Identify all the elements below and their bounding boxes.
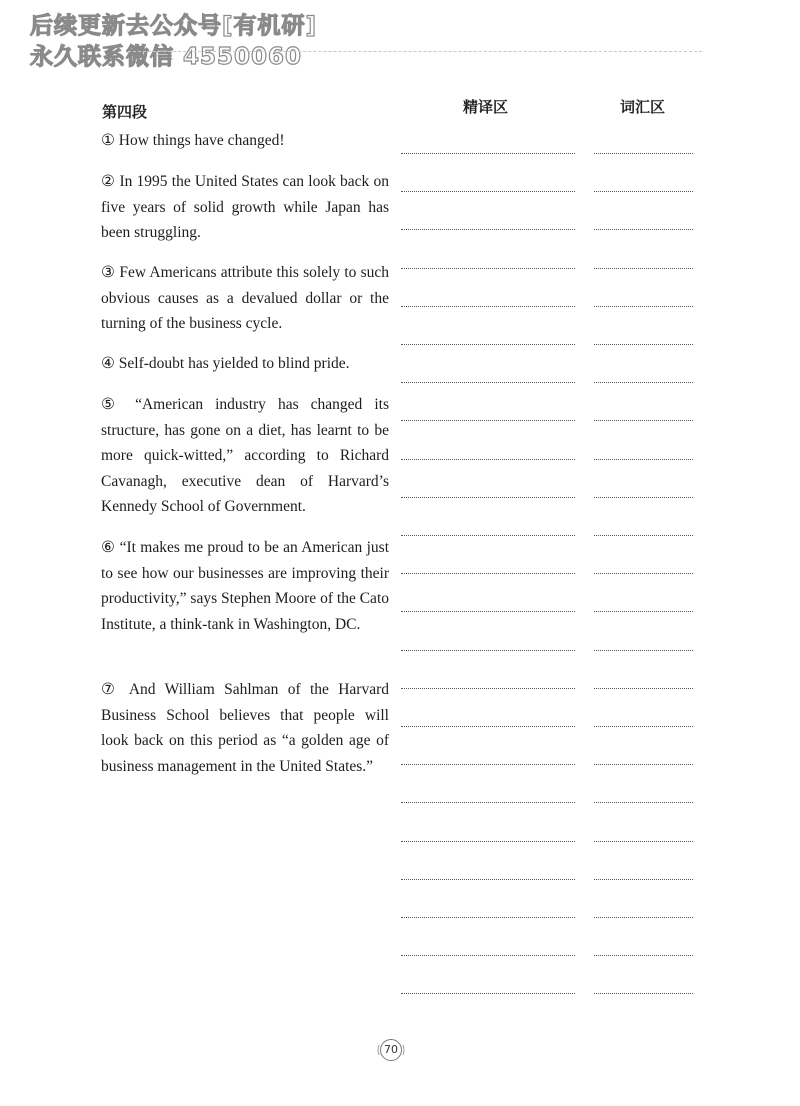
vocabulary-line xyxy=(594,955,693,956)
translation-line xyxy=(401,268,575,269)
translation-column-heading: 精译区 xyxy=(463,98,509,116)
translation-line xyxy=(401,420,575,421)
sentence-5: ⑤ “American industry has changed its structure, has gone on a diet, has learnt to be more quick-witted,” according to Richard Cavanagh, executive dean of Harvard’s Kennedy School of Government. xyxy=(101,396,389,515)
translation-line xyxy=(401,382,575,383)
translation-line xyxy=(401,955,575,956)
translation-line xyxy=(401,344,575,345)
translation-line xyxy=(401,917,575,918)
translation-line xyxy=(401,535,575,536)
vocabulary-line xyxy=(594,229,693,230)
vocabulary-line xyxy=(594,688,693,689)
vocabulary-line xyxy=(594,382,693,383)
translation-line xyxy=(401,726,575,727)
vocabulary-line xyxy=(594,306,693,307)
vocabulary-line xyxy=(594,879,693,880)
vocabulary-line xyxy=(594,611,693,612)
vocabulary-line xyxy=(594,344,693,345)
vocabulary-line xyxy=(594,535,693,536)
translation-line xyxy=(401,879,575,880)
translation-line xyxy=(401,650,575,651)
sentence-3: ③ Few Americans attribute this solely to such obvious causes as a devalued dollar or the turning of the business cycle. xyxy=(101,264,389,332)
vocabulary-line xyxy=(594,497,693,498)
translation-line xyxy=(401,459,575,460)
translation-line xyxy=(401,229,575,230)
translation-line xyxy=(401,497,575,498)
translation-line xyxy=(401,688,575,689)
watermark-line-2: 永久联系微信 4550060 xyxy=(30,44,303,70)
vocabulary-line xyxy=(594,459,693,460)
translation-line xyxy=(401,153,575,154)
watermark-line-1: 后续更新去公众号[有机研] xyxy=(30,13,318,39)
vocabulary-line xyxy=(594,917,693,918)
vocabulary-line xyxy=(594,573,693,574)
vocabulary-line xyxy=(594,841,693,842)
vocabulary-line xyxy=(594,726,693,727)
sentence-1: ① How things have changed! xyxy=(101,132,285,149)
translation-line xyxy=(401,841,575,842)
translation-line xyxy=(401,611,575,612)
sentence-6: ⑥ “It makes me proud to be an American just to see how our businesses are improving their productivity,” says Stephen Moore of the Cato Institute, a think-tank in Washington, DC. xyxy=(101,539,389,633)
translation-line xyxy=(401,573,575,574)
vocabulary-column-heading: 词汇区 xyxy=(620,98,666,116)
header-divider xyxy=(128,51,702,52)
vocabulary-line xyxy=(594,420,693,421)
translation-line xyxy=(401,764,575,765)
translation-line xyxy=(401,802,575,803)
page-number: 70 xyxy=(384,1043,398,1056)
sentence-2: ② In 1995 the United States can look back on five years of solid growth while Japan has been struggling. xyxy=(101,173,389,241)
sentence-7: ⑦ And William Sahlman of the Harvard Business School believes that people will look back on this period as “a golden age of business management in the United States.” xyxy=(101,681,389,775)
translation-line xyxy=(401,993,575,994)
translation-line xyxy=(401,191,575,192)
vocabulary-line xyxy=(594,764,693,765)
section-title: 第四段 xyxy=(102,103,148,121)
vocabulary-line xyxy=(594,802,693,803)
vocabulary-line xyxy=(594,191,693,192)
vocabulary-line xyxy=(594,153,693,154)
sentence-4: ④ Self-doubt has yielded to blind pride. xyxy=(101,355,350,372)
vocabulary-line xyxy=(594,650,693,651)
vocabulary-line xyxy=(594,268,693,269)
translation-line xyxy=(401,306,575,307)
page-number-badge xyxy=(376,1036,406,1064)
vocabulary-line xyxy=(594,993,693,994)
